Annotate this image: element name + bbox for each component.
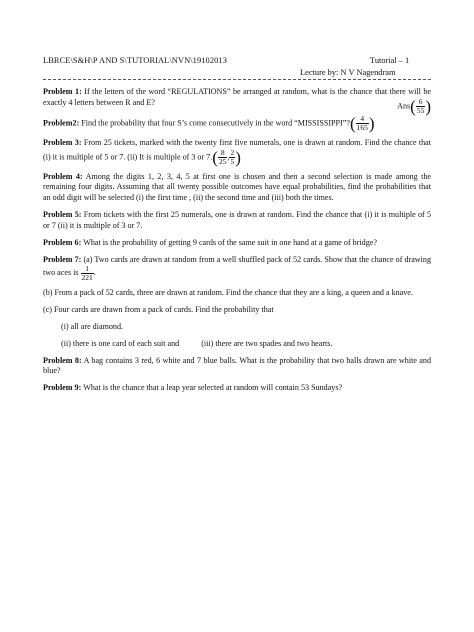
fraction-numerator: 8 [218, 149, 228, 158]
answer-fraction [416, 98, 426, 115]
problem-7c-ii-text: (ii) there is one card of each suit and [61, 338, 180, 348]
fraction-denominator: 25 [218, 156, 227, 166]
problem-9-text: What is the chance that a leap year selected at random will contain 53 Sundays? [83, 383, 343, 393]
problem-6 [43, 238, 431, 249]
problem-9 [43, 383, 431, 394]
problem-8-text: A bag contains 3 red, 6 white and 7 blue balls. What is the probability that two balls drawn are white and blue? [43, 355, 431, 376]
problem-1 [43, 87, 431, 116]
problem-3: Problem 3: From 25 tickets, marked with the twenty first five numerals, one is drawn at random. Find the chance that (i) it is multiple of 5 or 7. (ii) It is multiple of 3 or 7.( $\frac{8}{25}$ , $\frac{2}{5}$ ) [43, 137, 431, 167]
problem-6-label: Problem 6: [43, 237, 82, 247]
answer-fraction [81, 265, 94, 282]
fraction-denominator: 5 [230, 156, 235, 166]
answer-fraction [218, 149, 228, 166]
header-path: LBRCE\S&H\P AND S\TUTORIAL\NVN\19102013 [43, 56, 227, 65]
fraction-denominator: 55 [416, 105, 425, 115]
problem-1-label: Problem 1: [43, 87, 82, 96]
fraction-numerator: 2 [230, 147, 235, 157]
problem-7c-ii-iii [43, 339, 431, 350]
answer-label: Ans [397, 101, 411, 111]
fraction-denominator: 165 [356, 122, 368, 132]
problem-6-text: What is the probability of getting 9 cards of the same suit in one hand at a game of bridge? [83, 237, 377, 247]
problem-7a-text: (a) Two cards are drawn at random from a well shuffled pack of 52 cards. Show that the chance of drawing two aces is [43, 254, 431, 278]
problem-7c-iii-text: (iii) there are two spades and two hearts. [201, 338, 333, 348]
problem-4-text: Among the digits 1, 2, 3, 4, 5 at first one is chosen and then a second selection is made among the remaining four digits. Assuming that all twenty possible outcomes have equal probabilities, find the probabilities that an odd digit will be selected (i) the first time , (ii) the second time and (iii) both the times. [43, 171, 432, 203]
problem-5-text: From tickets with the first 25 numerals, one is drawn at random. Find the chance that (i) it is multiple of 5 or 7 (ii) it is multiple of 3 or 7. [43, 210, 431, 230]
problem-5 [43, 210, 431, 232]
problem-7c-i [43, 322, 431, 333]
problem-1-answer: Ans( $\frac{6}{55}$ ) [397, 96, 431, 116]
problem-4-label: Problem 4: [43, 171, 83, 181]
problem-3-text: From 25 tickets, marked with the twenty first five numerals, one is drawn at random. Find the chance that (i) it is multiple of 5 or 7. (ii) It is multiple of 3 or 7. [43, 137, 431, 161]
problem-2-label: Problem2: [43, 118, 80, 128]
header-tutorial: Tutorial – 1 [370, 56, 410, 65]
problem-1-text: If the letters of the word “REGULATIONS” be arranged at random, what is the chance that there will be exactly 4 letters between R and E? [43, 87, 431, 107]
problem-2: Problem2: Find the probability that four S’s come consecutively in the word “MISSISSIPPI”?( $\frac{4}{165}$ ) [43, 113, 375, 133]
header-divider [43, 79, 431, 80]
answer-fraction [356, 115, 369, 132]
problem-8 [43, 356, 431, 378]
problem-7b-text: (b) From a pack of 52 cards, three are drawn at random. Find the chance that they are a king, a queen and a knave. [43, 288, 413, 298]
problem-5-label: Problem 5: [43, 210, 82, 220]
fraction-numerator: 4 [356, 115, 369, 124]
fraction-numerator: 6 [416, 98, 426, 107]
problem-8-label: Problem 8: [43, 355, 82, 365]
problem-7c-i-text: (i) all are diamond. [61, 321, 124, 331]
problem-9-label: Problem 9: [43, 383, 82, 393]
problem-4 [43, 172, 431, 205]
fraction-denominator: 221 [81, 273, 93, 283]
fraction-numerator: 1 [81, 265, 94, 274]
problem-3-label: Problem 3: [43, 137, 82, 147]
problem-7c [43, 305, 431, 316]
problem-7: Problem 7: (a) Two cards are drawn at random from a well shuffled pack of 52 cards. Show that the chance of drawing two aces is $\frac{1}{221}$ . [43, 254, 431, 283]
problem-list [43, 87, 431, 400]
problem-7b [43, 288, 431, 299]
problem-7c-text: (c) Four cards are drawn from a pack of cards. Find the probability that [43, 305, 274, 315]
problem-7-label: Problem 7: [43, 254, 82, 264]
header-lecture: Lecture by: N V Nagendram [300, 68, 396, 77]
problem-2-text: Find the probability that four S’s come consecutively in the word “MISSISSIPPI”? [81, 118, 350, 128]
